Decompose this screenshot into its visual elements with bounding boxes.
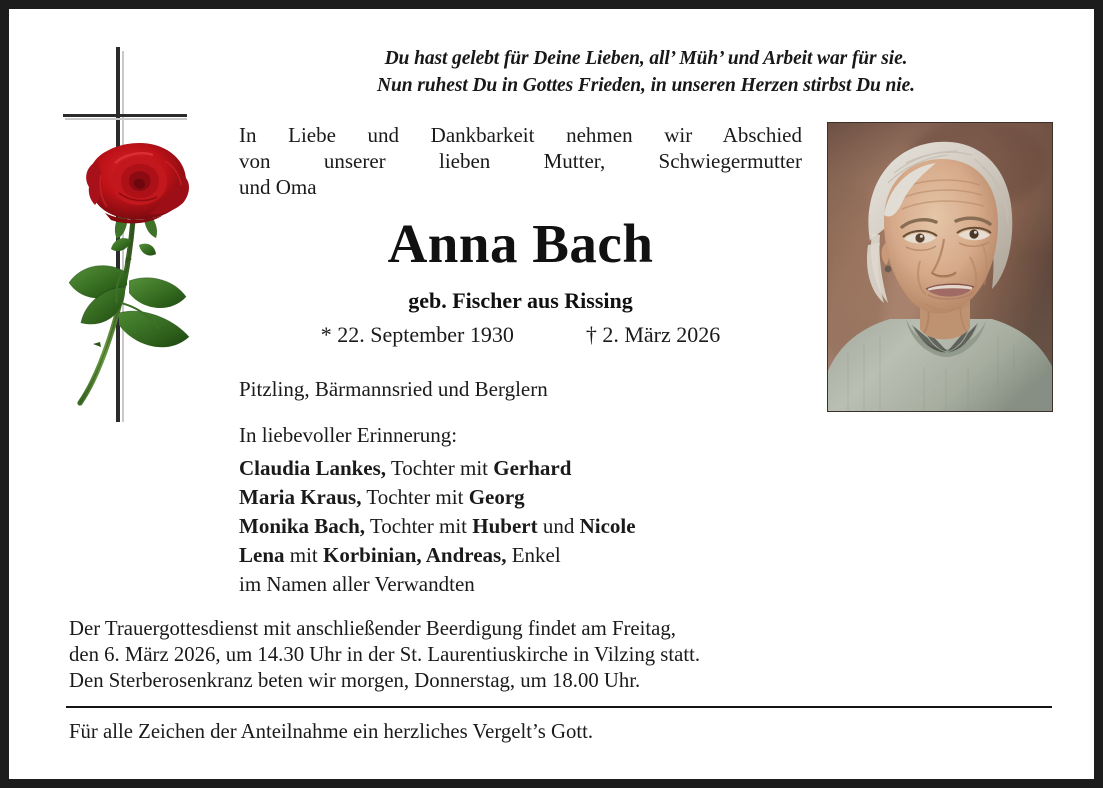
- list-item: [239, 541, 839, 570]
- family-role: Enkel: [506, 543, 561, 567]
- family-partner: Hubert: [472, 514, 538, 538]
- deceased-name: Anna Bach: [387, 213, 654, 274]
- intro-line-2: von unserer lieben Mutter, Schwiegermutter: [239, 149, 802, 173]
- portrait-photo-image: [828, 123, 1053, 412]
- red-rose-icon: [55, 35, 235, 425]
- service-line-2: den 6. März 2026, um 14.30 Uhr in der St. Laurentiuskirche in Vilzing statt.: [69, 642, 701, 666]
- family-list: [239, 454, 839, 599]
- family-name: Claudia Lankes,: [239, 456, 387, 480]
- family-name: Monika Bach,: [239, 514, 366, 538]
- family-partner-2: Nicole: [579, 514, 636, 538]
- epigraph-line-1: Du hast gelebt für Deine Lieben, all’ Müh’ und Arbeit war für sie.: [384, 48, 908, 69]
- epigraph-line-2: Nun ruhest Du in Gottes Frieden, in unseren Herzen stirbst Du nie.: [377, 75, 915, 96]
- family-relation: mit: [284, 543, 324, 567]
- service-line-3: Den Sterberosenkranz beten wir morgen, Donnerstag, um 18.00 Uhr.: [69, 668, 641, 692]
- cross-and-rose-ornament: [55, 35, 235, 425]
- family-conjunction: und: [537, 514, 580, 538]
- intro-line-1: In Liebe und Dankbarkeit nehmen wir Abschied: [239, 123, 802, 147]
- deceased-maiden-name: geb. Fischer aus Rissing: [408, 288, 633, 313]
- service-details: [69, 615, 1024, 693]
- family-relation: Tochter mit: [361, 485, 469, 509]
- family-partner: Georg: [468, 485, 525, 509]
- life-dates: [239, 321, 802, 349]
- portrait-photo: [827, 122, 1053, 412]
- family-name: Lena: [239, 543, 285, 567]
- family-partner: Korbinian, Andreas,: [323, 543, 507, 567]
- birth-date: * 22. September 1930: [320, 322, 514, 347]
- service-line-1: Der Trauergottesdienst mit anschließender Beerdigung findet am Freitag,: [69, 616, 676, 640]
- family-relation: Tochter mit: [365, 514, 473, 538]
- epigraph: [239, 45, 1053, 99]
- family-partner: Gerhard: [493, 456, 572, 480]
- death-date: † 2. März 2026: [585, 322, 721, 347]
- memory-label: In liebevoller Erinnerung:: [239, 423, 458, 447]
- divider: [66, 706, 1052, 708]
- list-item: [239, 512, 839, 541]
- notice-sheet: [9, 9, 1094, 779]
- intro-text: [239, 122, 802, 200]
- family-name: Maria Kraus,: [239, 485, 362, 509]
- family-closing: im Namen aller Verwandten: [239, 572, 475, 596]
- family-relation: Tochter mit: [386, 456, 494, 480]
- list-item: [239, 483, 839, 512]
- places: Pitzling, Bärmannsried und Berglern: [239, 377, 548, 401]
- list-item: [239, 454, 839, 483]
- thanks-text: Für alle Zeichen der Anteilnahme ein herzliches Vergelt’s Gott.: [69, 719, 594, 743]
- intro-line-3: und Oma: [239, 175, 317, 199]
